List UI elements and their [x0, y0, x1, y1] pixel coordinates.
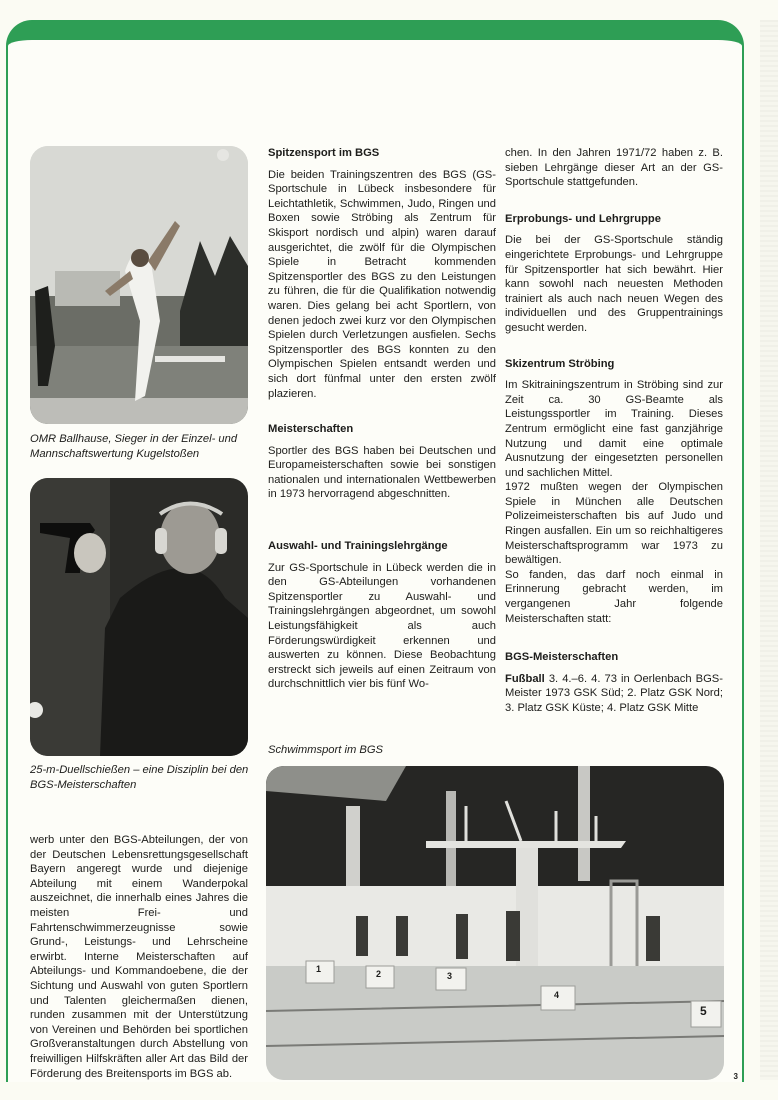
- text-erprobung: Die bei der GS-Sportschule ständig eingerichtete Erprobungs- und Lehrgruppe für Spitzensportler hat sich bewährt. Hier kann sowohl nach neuesten Methoden trainiert als auch nach neuen Wegen des individuellen und des Gruppentrainings gesucht werden.: [505, 234, 723, 334]
- heading-bgs-meisterschaften: BGS-Meisterschaften: [505, 651, 619, 664]
- column-left-bottom: [30, 833, 248, 1081]
- text-left-bottom: werb unter den BGS-Abteilungen, der von der Deutschen Lebensrettungsgesellschaft Bayern angeregt wurde und diejenige Abteilung mit einem Wanderpokal auszeichnet, die innerhalb eines Jahres die meisten Frei- und Fahrtenschwimmerzeugnisse sowie Grund-, Leistungs- und Lehrscheine erwirbt. Interne Meisterschaften auf Abteilungs- und Kommandoebene, die der Sichtung und Auswahl von guten Sportlern und Talenten gleichermaßen dienen, runden zusammen mit der Unterstützung von Vereinen und Behörden bei sportlichen Großveranstaltungen durch Abstellung von freiwilligen Hilfskräften aller Art das Bild der Förderung des Breitensports im BGS ab.: [30, 834, 248, 1080]
- text-fussball-lead: Fußball: [505, 672, 545, 685]
- page-number: 3: [733, 1072, 738, 1081]
- photo-shooting: [30, 478, 248, 756]
- photo-shotput: [30, 146, 248, 424]
- section-bgs-meisterschaften: [505, 650, 723, 715]
- block-number-4: 4: [554, 990, 560, 1000]
- photo-swimming: [266, 766, 724, 1080]
- section-meisterschaften: [268, 422, 496, 502]
- section-spitzensport: [268, 146, 496, 401]
- text-skizentrum-3: So fanden, das darf noch einmal in Erinnerung gebracht werden, im vergangenen Jahr folgende Meisterschaften statt:: [505, 568, 723, 625]
- photo-caption-shooting: 25-m-Duellschießen – eine Disziplin bei den BGS-Meisterschaften: [30, 764, 249, 791]
- heading-erprobung: Erprobungs- und Lehrgruppe: [505, 212, 661, 225]
- section-erprobung: [505, 212, 723, 336]
- text-skizentrum: Im Skitrainingszentrum in Ströbing sind zur Zeit ca. 30 GS-Beamte als Leistungssportler im Training. Dieses Zentrum ermöglicht eine fast ganzjährige Nutzung und damit eine optimale Ausnutzung der eingesetzten personellen und sachlichen Mittel.: [505, 379, 723, 479]
- heading-spitzensport: Spitzensport im BGS: [268, 147, 380, 159]
- block-number-5: 5: [700, 1004, 707, 1018]
- section-skizentrum: [505, 357, 723, 627]
- column-middle: [268, 146, 496, 714]
- heading-meisterschaften: Meisterschaften: [268, 423, 354, 436]
- text-fussball: [505, 672, 723, 716]
- block-number-1: 1: [316, 964, 322, 974]
- block-number-2: 2: [376, 969, 382, 979]
- text-auswahl: Zur GS-Sportschule in Lübeck werden die in den GS-Abteilungen vorhandenen Spitzensportler zu Auswahl- und Trainingslehrgängen abgeordnet, um sowohl Leistungsfähigkeit als auch Förderungswürdigkeit erkennen und auswerten zu können. Diese Beobachtung erstreckt sich jeweils auf einen Zeitraum von durchschnittlich vier bis fünf Wo-: [268, 561, 496, 691]
- heading-auswahl: Auswahl- und Trainingslehrgänge: [268, 540, 448, 553]
- column-right: [505, 146, 723, 738]
- text-fussball-body: 3. 4.–6. 4. 73 in Oerlenbach BGS-Meister 1973 GSK Süd; 2. Platz GSK Nord; 3. Platz GSK Küste; 4. Platz GSK Mitte: [505, 672, 723, 714]
- photo-caption-swimming: Schwimmsport im BGS: [268, 744, 383, 756]
- text-skizentrum-2: 1972 mußten wegen der Olympischen Spiele in München alle Deutschen Polizeimeisterschaften bis auf Judo und Ringen ausfallen. Ein um so reichhaltigeres Meisterschaftsprogramm war 1973 zu bewältigen.: [505, 481, 723, 567]
- photo-caption-shotput: OMR Ballhause, Sieger in der Einzel- und Mannschaftswertung Kugelstoßen: [30, 433, 238, 460]
- text-continuation: chen. In den Jahren 1971/72 haben z. B. sieben Lehrgänge dieser Art an der GS-Sportschule stattgefunden.: [505, 147, 723, 189]
- heading-skizentrum: Skizentrum Ströbing: [505, 357, 615, 370]
- text-spitzensport: Die beiden Trainingszentren des BGS (GS-Sportschule in Lübeck insbesondere für Leichtathletik, Schwimmen, Judo, Ringen und Boxen sowie Ströbing als Zentrum für Skisport nordisch und alpin) waren darauf ausgerichtet, die zwölf für die Olympischen Spiele in Betracht kommenden Spitzensportler des BGS zu den Leistungen zu führen, die für die Qualifikation notwendig waren. Dies gelang bei acht Sportlern, von denen jedoch zwei kurz vor den Olympischen Spielen durch Verletzungen ausfielen. Sechs Spitzensportler des BGS konnten zu den Olympischen Spielen entsandt werden und sich dort fünfmal unter den ersten zwölf plazieren.: [268, 168, 496, 400]
- section-auswahl: [268, 539, 496, 692]
- text-meisterschaften: Sportler des BGS haben bei Deutschen und Europameisterschaften sowie bei sonstigen nationalen und internationalen Wettbewerben in 1973 hervorragend abgeschnitten.: [268, 444, 496, 501]
- block-number-3: 3: [447, 971, 453, 981]
- frame-inner-corner: [8, 42, 736, 72]
- page-edge-texture: [760, 20, 778, 1080]
